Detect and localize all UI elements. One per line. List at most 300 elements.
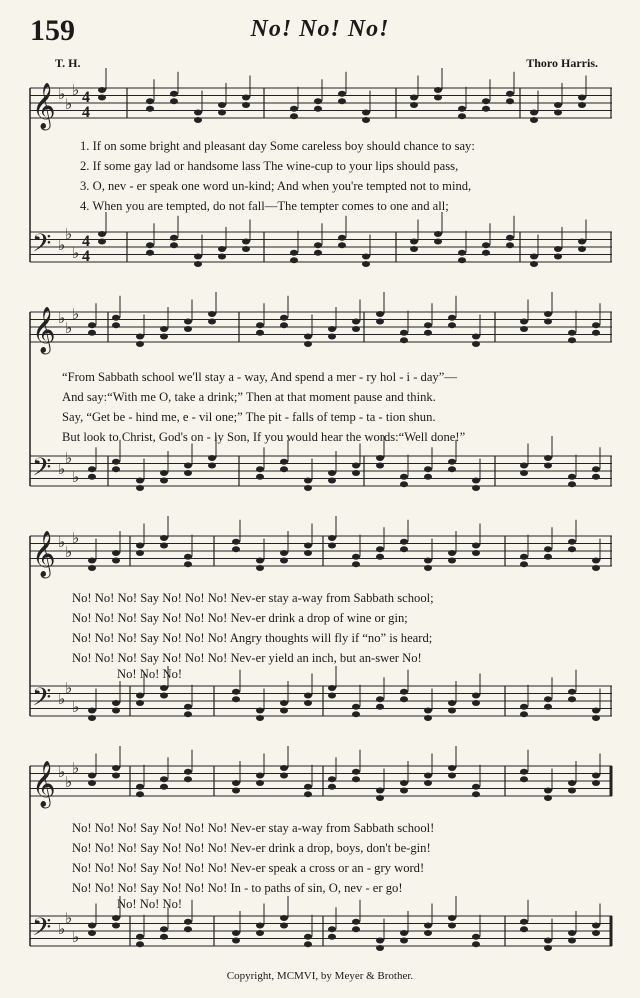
lyric-s2-v4: But look to Christ, God's on - ly Son, If you would hear the words:“Well done!” xyxy=(62,430,466,444)
notehead xyxy=(376,938,384,944)
notehead xyxy=(328,543,336,549)
notehead xyxy=(160,784,168,790)
notehead xyxy=(448,915,456,921)
notehead xyxy=(280,708,288,714)
notehead xyxy=(194,117,202,123)
notehead xyxy=(592,780,600,786)
notehead xyxy=(328,693,336,699)
flat-icon: ♭ xyxy=(72,81,80,99)
notehead xyxy=(160,470,168,476)
notehead xyxy=(520,704,528,710)
notehead xyxy=(112,459,120,465)
notehead xyxy=(98,95,106,101)
notehead xyxy=(280,466,288,472)
flat-icon: ♭ xyxy=(72,244,80,262)
flat-icon: ♭ xyxy=(58,309,66,327)
notehead xyxy=(304,934,312,940)
copyright-notice: Copyright, MCMVI, by Meyer & Brother. xyxy=(226,970,414,982)
notehead xyxy=(146,98,154,104)
notehead xyxy=(112,315,120,321)
notehead xyxy=(194,261,202,267)
notehead xyxy=(232,930,240,936)
notehead xyxy=(376,455,384,461)
notehead xyxy=(400,689,408,695)
notehead xyxy=(256,930,264,936)
notehead xyxy=(160,776,168,782)
notehead xyxy=(400,788,408,794)
notehead xyxy=(592,708,600,714)
notehead xyxy=(530,254,538,260)
notehead xyxy=(448,700,456,706)
notehead xyxy=(592,773,600,779)
notehead xyxy=(184,926,192,932)
notehead xyxy=(458,257,466,263)
notehead xyxy=(98,239,106,245)
notehead xyxy=(520,326,528,332)
notehead xyxy=(472,543,480,549)
notehead xyxy=(242,246,250,252)
notehead xyxy=(592,930,600,936)
notehead xyxy=(160,326,168,332)
notehead xyxy=(434,239,442,245)
notehead xyxy=(88,474,96,480)
notehead xyxy=(338,242,346,248)
notehead xyxy=(578,246,586,252)
notehead xyxy=(424,715,432,721)
notehead xyxy=(184,704,192,710)
notehead xyxy=(482,242,490,248)
lyric-s1-v2: 2. If some gay lad or handsome lass The wine-cup to your lips should pass, xyxy=(80,159,459,173)
notehead xyxy=(352,463,360,469)
notehead xyxy=(136,334,144,340)
notehead xyxy=(88,558,96,564)
notehead xyxy=(328,934,336,940)
notehead xyxy=(328,326,336,332)
notehead xyxy=(160,543,168,549)
notehead xyxy=(136,543,144,549)
notehead xyxy=(592,322,600,328)
flat-icon: ♭ xyxy=(72,698,80,716)
notehead xyxy=(290,113,298,119)
notehead xyxy=(376,704,384,710)
notehead xyxy=(424,558,432,564)
flat-icon: ♭ xyxy=(58,236,66,254)
notehead xyxy=(328,470,336,476)
notehead xyxy=(448,558,456,564)
notehead xyxy=(448,322,456,328)
notehead xyxy=(304,341,312,347)
flat-icon: ♭ xyxy=(65,773,73,791)
flat-icon: ♭ xyxy=(72,305,80,323)
notehead xyxy=(592,565,600,571)
notehead xyxy=(304,791,312,797)
notehead xyxy=(376,546,384,552)
notehead xyxy=(400,696,408,702)
notehead xyxy=(160,693,168,699)
bass-clef-icon: 𝄢 xyxy=(32,683,52,718)
notehead xyxy=(290,106,298,112)
composer-name: Thoro Harris. xyxy=(526,56,598,70)
notehead xyxy=(424,330,432,336)
notehead xyxy=(218,102,226,108)
notehead xyxy=(424,565,432,571)
notehead xyxy=(232,696,240,702)
notehead xyxy=(448,459,456,465)
notehead xyxy=(146,250,154,256)
notehead xyxy=(184,711,192,717)
notehead xyxy=(304,941,312,947)
notehead xyxy=(280,322,288,328)
treble-clef-icon: 𝄞 xyxy=(32,531,56,577)
notehead xyxy=(184,919,192,925)
notehead xyxy=(578,239,586,245)
notehead xyxy=(280,773,288,779)
notehead xyxy=(376,319,384,325)
notehead xyxy=(458,113,466,119)
notehead xyxy=(424,923,432,929)
notehead xyxy=(232,546,240,552)
notehead xyxy=(544,311,552,317)
notehead xyxy=(472,334,480,340)
notehead xyxy=(184,319,192,325)
notehead xyxy=(256,708,264,714)
lyric-s3-v3: No! No! No! Say No! No! No! Angry thoughts will fly if “no” is heard; xyxy=(72,631,433,645)
notehead xyxy=(184,769,192,775)
notehead xyxy=(554,102,562,108)
flat-icon: ♭ xyxy=(58,920,66,938)
notehead xyxy=(352,776,360,782)
notehead xyxy=(482,106,490,112)
notehead xyxy=(160,685,168,691)
notehead xyxy=(314,106,322,112)
lyric-s2-v1: “From Sabbath school we'll stay a - way, And spend a mer - ry hol - i - day”— xyxy=(62,370,457,384)
lyric-s4-bass-refrain: No! No! No! xyxy=(117,897,183,911)
notehead xyxy=(520,769,528,775)
notehead xyxy=(472,941,480,947)
notehead xyxy=(232,788,240,794)
notehead xyxy=(160,334,168,340)
notehead xyxy=(328,784,336,790)
notehead xyxy=(256,565,264,571)
notehead xyxy=(506,91,514,97)
notehead xyxy=(232,689,240,695)
notehead xyxy=(256,715,264,721)
notehead xyxy=(280,550,288,556)
notehead xyxy=(112,765,120,771)
notehead xyxy=(568,696,576,702)
notehead xyxy=(304,700,312,706)
notehead xyxy=(208,319,216,325)
notehead xyxy=(376,945,384,951)
notehead xyxy=(434,95,442,101)
notehead xyxy=(160,535,168,541)
notehead xyxy=(88,466,96,472)
lyric-s1-v3: 3. O, nev - er speak one word un-kind; And when you're tempted not to mind, xyxy=(80,179,472,193)
notehead xyxy=(146,106,154,112)
flat-icon: ♭ xyxy=(65,679,73,697)
notehead xyxy=(170,91,178,97)
notehead xyxy=(88,715,96,721)
notehead xyxy=(568,546,576,552)
notehead xyxy=(544,945,552,951)
notehead xyxy=(136,693,144,699)
notehead xyxy=(88,923,96,929)
notehead xyxy=(280,915,288,921)
notehead xyxy=(208,463,216,469)
time-signature: 4 xyxy=(82,89,90,106)
notehead xyxy=(208,311,216,317)
notehead xyxy=(482,250,490,256)
notehead xyxy=(400,930,408,936)
notehead xyxy=(184,463,192,469)
notehead xyxy=(352,919,360,925)
notehead xyxy=(482,98,490,104)
notehead xyxy=(88,708,96,714)
notehead xyxy=(448,550,456,556)
notehead xyxy=(280,923,288,929)
notehead xyxy=(520,319,528,325)
notehead xyxy=(544,795,552,801)
notehead xyxy=(410,102,418,108)
notehead xyxy=(136,934,144,940)
notehead xyxy=(338,98,346,104)
notehead xyxy=(256,780,264,786)
notehead xyxy=(328,334,336,340)
notehead xyxy=(304,334,312,340)
notehead xyxy=(280,459,288,465)
notehead xyxy=(568,481,576,487)
notehead xyxy=(520,561,528,567)
notehead xyxy=(554,254,562,260)
notehead xyxy=(592,330,600,336)
notehead xyxy=(88,565,96,571)
notehead xyxy=(472,341,480,347)
notehead xyxy=(376,463,384,469)
lyric-s3-bass-refrain: No! No! No! xyxy=(117,667,183,681)
notehead xyxy=(424,780,432,786)
notehead xyxy=(544,696,552,702)
notehead xyxy=(520,463,528,469)
flat-icon: ♭ xyxy=(65,543,73,561)
notehead xyxy=(194,254,202,260)
notehead xyxy=(112,550,120,556)
notehead xyxy=(472,550,480,556)
notehead xyxy=(194,110,202,116)
notehead xyxy=(314,250,322,256)
notehead xyxy=(592,558,600,564)
lyric-s4-v1: No! No! No! Say No! No! No! Nev-er stay a-way from Sabbath school! xyxy=(72,821,435,835)
notehead xyxy=(472,784,480,790)
time-signature: 4 xyxy=(82,248,90,265)
notehead xyxy=(506,235,514,241)
notehead xyxy=(304,784,312,790)
notehead xyxy=(184,776,192,782)
notehead xyxy=(448,923,456,929)
notehead xyxy=(112,558,120,564)
flat-icon: ♭ xyxy=(58,763,66,781)
notehead xyxy=(424,930,432,936)
notehead xyxy=(400,474,408,480)
notehead xyxy=(304,550,312,556)
notehead xyxy=(424,708,432,714)
notehead xyxy=(88,930,96,936)
notehead xyxy=(448,315,456,321)
notehead xyxy=(112,700,120,706)
treble-clef-icon: 𝄞 xyxy=(32,761,56,807)
notehead xyxy=(400,780,408,786)
notehead xyxy=(218,254,226,260)
notehead xyxy=(160,926,168,932)
notehead xyxy=(88,322,96,328)
notehead xyxy=(218,246,226,252)
lyric-s4-v4: No! No! No! Say No! No! No! In - to paths of sin, O, nev - er go! xyxy=(72,881,403,895)
notehead xyxy=(400,938,408,944)
notehead xyxy=(472,791,480,797)
notehead xyxy=(410,246,418,252)
notehead xyxy=(424,773,432,779)
notehead xyxy=(232,938,240,944)
flat-icon: ♭ xyxy=(58,85,66,103)
notehead xyxy=(530,261,538,267)
notehead xyxy=(544,554,552,560)
flat-icon: ♭ xyxy=(72,928,80,946)
notehead xyxy=(112,923,120,929)
notehead xyxy=(376,311,384,317)
notehead xyxy=(376,554,384,560)
notehead xyxy=(112,773,120,779)
notehead xyxy=(352,704,360,710)
notehead xyxy=(256,322,264,328)
lyric-s1-v1: 1. If on some bright and pleasant day Some careless boy should chance to say: xyxy=(80,139,475,153)
time-signature: 4 xyxy=(82,104,90,121)
flat-icon: ♭ xyxy=(58,690,66,708)
notehead xyxy=(232,539,240,545)
notehead xyxy=(290,257,298,263)
notehead xyxy=(448,773,456,779)
notehead xyxy=(338,235,346,241)
notehead xyxy=(400,546,408,552)
notehead xyxy=(592,923,600,929)
notehead xyxy=(314,98,322,104)
lyric-s2-v3: Say, “Get be - hind me, e - vil one;” The pit - falls of temp - ta - tion shun. xyxy=(62,410,436,424)
notehead xyxy=(568,337,576,343)
notehead xyxy=(280,315,288,321)
notehead xyxy=(218,110,226,116)
notehead xyxy=(112,915,120,921)
notehead xyxy=(352,319,360,325)
notehead xyxy=(328,478,336,484)
notehead xyxy=(568,788,576,794)
notehead xyxy=(242,102,250,108)
notehead xyxy=(328,535,336,541)
notehead xyxy=(400,539,408,545)
notehead xyxy=(304,485,312,491)
notehead xyxy=(544,704,552,710)
notehead xyxy=(170,235,178,241)
notehead xyxy=(410,95,418,101)
notehead xyxy=(448,765,456,771)
notehead xyxy=(506,242,514,248)
notehead xyxy=(352,769,360,775)
bass-clef-icon: 𝄢 xyxy=(32,913,52,948)
flat-icon: ♭ xyxy=(72,468,80,486)
notehead xyxy=(578,95,586,101)
notehead xyxy=(568,689,576,695)
notehead xyxy=(352,561,360,567)
author-initials: T. H. xyxy=(55,56,81,70)
notehead xyxy=(256,773,264,779)
notehead xyxy=(544,463,552,469)
notehead xyxy=(352,711,360,717)
notehead xyxy=(544,455,552,461)
time-signature: 4 xyxy=(82,233,90,250)
notehead xyxy=(112,708,120,714)
notehead xyxy=(184,561,192,567)
notehead xyxy=(400,337,408,343)
notehead xyxy=(472,934,480,940)
notehead xyxy=(520,926,528,932)
flat-icon: ♭ xyxy=(65,225,73,243)
notehead xyxy=(448,708,456,714)
notehead xyxy=(568,474,576,480)
notehead xyxy=(352,326,360,332)
notehead xyxy=(304,543,312,549)
notehead xyxy=(376,696,384,702)
hymn-number: 159 xyxy=(30,14,75,47)
notehead xyxy=(136,791,144,797)
hymn-title: No! No! No! xyxy=(250,16,390,42)
notehead xyxy=(256,330,264,336)
notehead xyxy=(136,478,144,484)
notehead xyxy=(506,98,514,104)
notehead xyxy=(136,341,144,347)
notehead xyxy=(184,554,192,560)
notehead xyxy=(568,938,576,944)
notehead xyxy=(352,554,360,560)
notehead xyxy=(136,784,144,790)
notehead xyxy=(472,700,480,706)
notehead xyxy=(290,250,298,256)
notehead xyxy=(98,87,106,93)
notehead xyxy=(424,466,432,472)
notehead xyxy=(458,106,466,112)
notehead xyxy=(568,539,576,545)
notehead xyxy=(88,773,96,779)
notehead xyxy=(362,261,370,267)
notehead xyxy=(328,926,336,932)
notehead xyxy=(232,780,240,786)
notehead xyxy=(328,685,336,691)
notehead xyxy=(376,795,384,801)
lyric-s4-v3: No! No! No! Say No! No! No! Nev-er speak a cross or an - gry word! xyxy=(72,861,425,875)
flat-icon: ♭ xyxy=(72,759,80,777)
notehead xyxy=(530,117,538,123)
flat-icon: ♭ xyxy=(72,529,80,547)
notehead xyxy=(424,474,432,480)
notehead xyxy=(544,788,552,794)
notehead xyxy=(184,326,192,332)
notehead xyxy=(242,239,250,245)
notehead xyxy=(98,231,106,237)
treble-clef-icon: 𝄞 xyxy=(32,83,56,129)
notehead xyxy=(554,110,562,116)
notehead xyxy=(304,693,312,699)
notehead xyxy=(256,474,264,480)
notehead xyxy=(328,776,336,782)
lyric-s3-v1: No! No! No! Say No! No! No! Nev-er stay a-way from Sabbath school; xyxy=(72,591,434,605)
notehead xyxy=(88,330,96,336)
notehead xyxy=(592,715,600,721)
